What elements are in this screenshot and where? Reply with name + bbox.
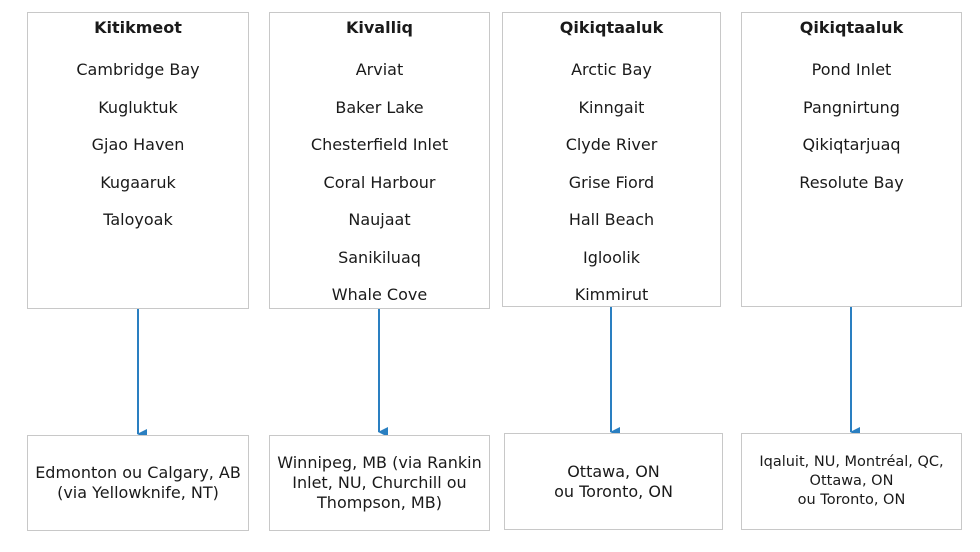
destination-box-kivalliq bbox=[269, 435, 490, 531]
community-item: Coral Harbour bbox=[323, 172, 436, 192]
destination-line: Edmonton ou Calgary, AB bbox=[35, 463, 241, 482]
destination-box-kitikmeot bbox=[27, 435, 249, 531]
community-item: Pangnirtung bbox=[803, 97, 900, 117]
community-item: Kugluktuk bbox=[98, 97, 178, 117]
region-title: Qikiqtaaluk bbox=[559, 18, 664, 37]
destination-line: ou Toronto, ON bbox=[554, 481, 673, 501]
community-item: Kugaaruk bbox=[100, 172, 176, 192]
destination-line: Ottawa, ON bbox=[567, 461, 660, 481]
community-item: Taloyoak bbox=[103, 210, 173, 229]
destination-box-qikiqtaaluk-2 bbox=[741, 433, 962, 530]
community-item: Kimmirut bbox=[574, 285, 649, 304]
destination-line: Iqaluit, NU, Montréal, QC, bbox=[759, 454, 944, 470]
community-item: Kinngait bbox=[578, 97, 645, 117]
region-title: Qikiqtaaluk bbox=[799, 18, 904, 37]
community-item: Naujaat bbox=[348, 210, 411, 229]
community-item: Qikiqtarjuaq bbox=[802, 135, 901, 154]
destination-box-qikiqtaaluk-1 bbox=[504, 433, 723, 530]
community-item: Baker Lake bbox=[335, 97, 424, 117]
community-item: Chesterfield Inlet bbox=[310, 135, 449, 154]
community-item: Igloolik bbox=[582, 247, 641, 267]
destination-line: Inlet, NU, Churchill ou bbox=[292, 473, 467, 492]
destination-line: Thompson, MB) bbox=[317, 493, 442, 512]
destination-line: Ottawa, ON bbox=[809, 473, 894, 489]
community-item: Pond Inlet bbox=[811, 60, 892, 79]
destination-line: Winnipeg, MB (via Rankin bbox=[277, 453, 482, 472]
community-item: Gjao Haven bbox=[91, 135, 185, 154]
community-item: Clyde River bbox=[565, 135, 658, 154]
region-title: Kivalliq bbox=[345, 18, 413, 37]
community-item: Arviat bbox=[355, 60, 404, 79]
community-item: Hall Beach bbox=[568, 210, 655, 229]
community-item: Sanikiluaq bbox=[338, 247, 421, 267]
region-title: Kitikmeot bbox=[94, 18, 182, 37]
community-item: Resolute Bay bbox=[799, 172, 904, 192]
destination-line: (via Yellowknife, NT) bbox=[57, 483, 219, 502]
community-item: Cambridge Bay bbox=[76, 60, 200, 79]
destination-line: ou Toronto, ON bbox=[797, 492, 906, 508]
community-item: Arctic Bay bbox=[571, 60, 652, 79]
community-item: Grise Fiord bbox=[568, 172, 655, 192]
community-item: Whale Cove bbox=[331, 285, 428, 304]
